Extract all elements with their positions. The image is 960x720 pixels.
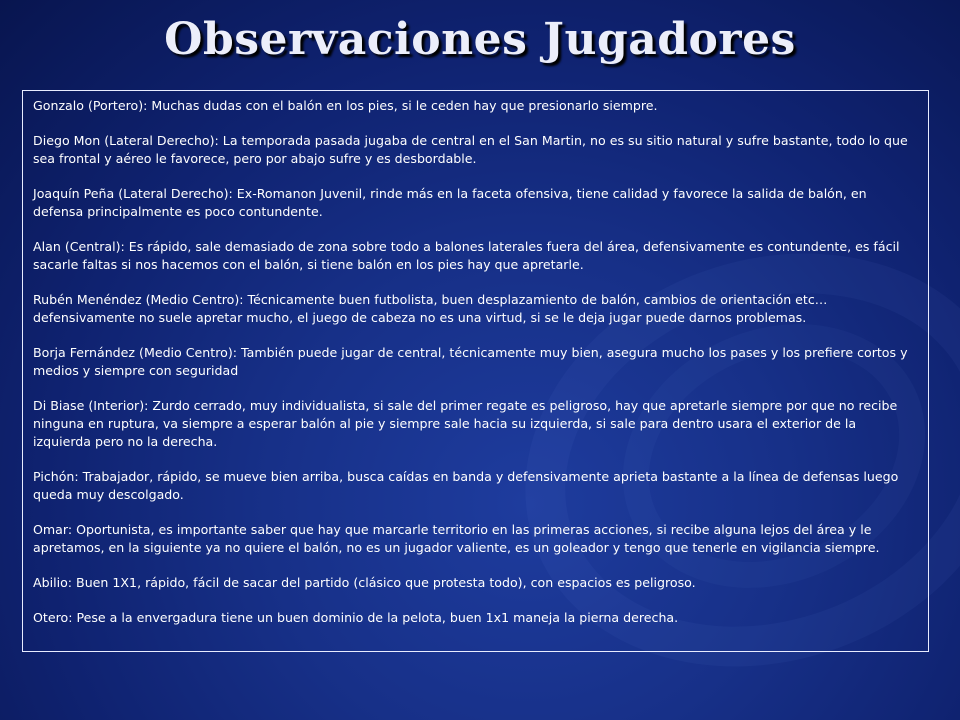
observation-di-biase: Di Biase (Interior): Zurdo cerrado, muy individualista, si sale del primer regate es peligroso, hay que apretarle siempre por que no recibe ninguna en ruptura, va siempre a esperar balón al pie y siempre sale hacia su izquierda, si sale para dentro usara el exterior de la izquierda pero no la derecha. [33, 398, 898, 449]
observation-otero: Otero: Pese a la envergadura tiene un buen dominio de la pelota, buen 1x1 maneja la pierna derecha. [33, 610, 679, 625]
observation-gonzalo: Gonzalo (Portero): Muchas dudas con el balón en los pies, si le ceden hay que presionarlo siempre. [33, 98, 658, 113]
slide-title: Observaciones Jugadores [164, 14, 796, 65]
observations-text-box[interactable] [22, 90, 929, 652]
observation-omar: Omar: Oportunista, es importante saber que hay que marcarle territorio en las primeras acciones, si recibe alguna lejos del área y le apretamos, en la siguiente ya no quiere el balón, no es un jugador valiente, es un goleador y tengo que tenerle en vigilancia siempre. [33, 522, 880, 555]
observation-diego-mon: Diego Mon (Lateral Derecho): La temporada pasada jugaba de central en el San Martin, no es su sitio natural y sufre bastante, todo lo que sea frontal y aéreo le favorece, pero por abajo sufre y es desbordable. [33, 133, 908, 166]
observation-abilio: Abilio: Buen 1X1, rápido, fácil de sacar del partido (clásico que protesta todo), con espacios es peligroso. [33, 575, 696, 590]
observation-joaquin-pena: Joaquín Peña (Lateral Derecho): Ex-Romanon Juvenil, rinde más en la faceta ofensiva, tiene calidad y favorece la salida de balón, en defensa principalmente es poco contundente. [33, 186, 867, 219]
observation-pichon: Pichón: Trabajador, rápido, se mueve bien arriba, busca caídas en banda y defensivamente aprieta bastante a la línea de defensas luego queda muy descolgado. [33, 469, 899, 502]
observation-ruben-menendez: Rubén Menéndez (Medio Centro): Técnicamente buen futbolista, buen desplazamiento de balón, cambios de orientación etc… defensivamente no suele apretar mucho, el juego de cabeza no es una virtud, si se le deja jugar puede darnos problemas. [33, 292, 828, 325]
observation-borja-fernandez: Borja Fernández (Medio Centro): También puede jugar de central, técnicamente muy bien, asegura mucho los pases y los prefiere cortos y medios y siempre con seguridad [33, 345, 908, 378]
observation-alan: Alan (Central): Es rápido, sale demasiado de zona sobre todo a balones laterales fuera del área, defensivamente es contundente, es fácil sacarle faltas si nos hacemos con el balón, si tiene balón en los pies hay que apretarle. [33, 239, 900, 272]
